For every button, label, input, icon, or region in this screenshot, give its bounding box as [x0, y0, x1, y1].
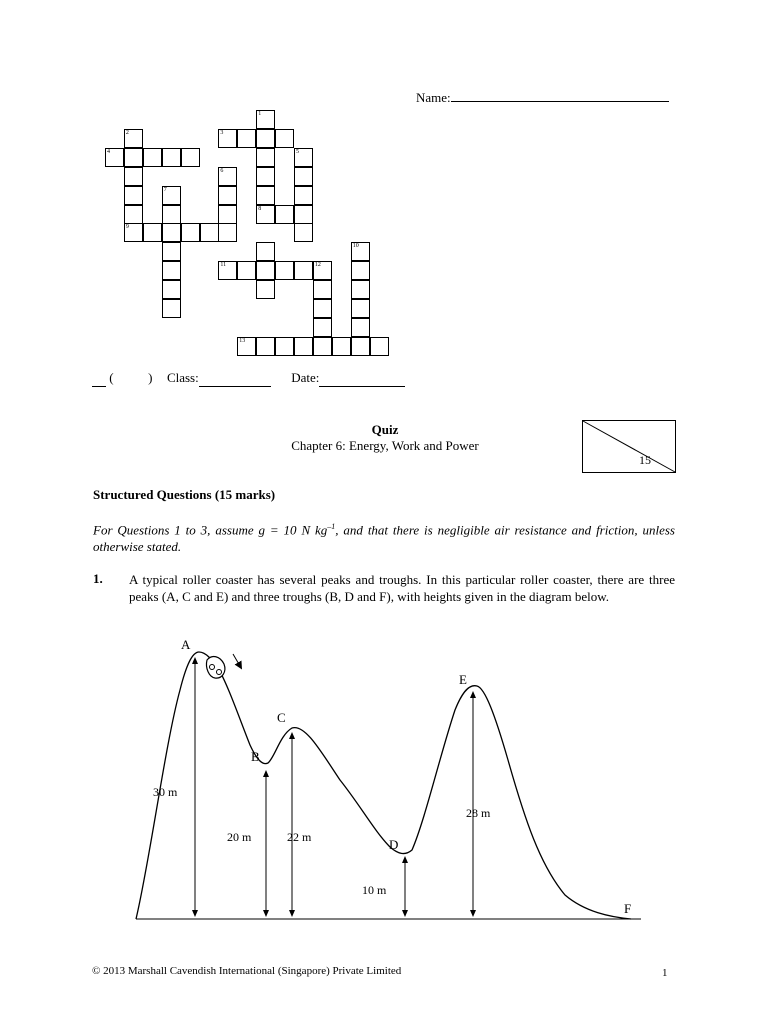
date-label: Date:	[291, 370, 320, 385]
height-arrows	[192, 657, 476, 917]
point-label-b: B	[251, 749, 260, 764]
section-heading: Structured Questions (15 marks)	[93, 487, 276, 502]
roller-coaster-track	[136, 652, 631, 919]
crossword-clue-number: 8	[258, 205, 262, 212]
instructions-superscript: –1	[327, 522, 336, 531]
point-label-e: E	[459, 672, 467, 687]
point-label-c: C	[277, 710, 286, 725]
point-label-a: A	[181, 637, 191, 652]
copyright-footer: © 2013 Marshall Cavendish International (Singapore) Private Limited	[92, 965, 402, 977]
height-arrow-e	[470, 691, 476, 917]
quiz-title: Quiz	[371, 422, 399, 437]
crossword-clue-number: 4	[107, 148, 110, 155]
point-label-f: F	[624, 901, 632, 916]
crossword-clue-number: 2	[125, 129, 129, 136]
height-arrow-a	[192, 657, 198, 917]
paren-open: (	[109, 370, 114, 385]
crossword-clue-number: 12	[314, 262, 321, 269]
quiz-chapter-subtitle: Chapter 6: Energy, Work and Power	[291, 438, 479, 453]
crossword-clue-number: 5	[296, 148, 299, 155]
roller-coaster-cart	[206, 657, 224, 679]
height-arrow-d	[402, 856, 408, 917]
crossword-clue-number: 11	[220, 262, 227, 269]
instructions-end: , and that there is negligible air resistance and friction, unless otherwise stated.	[93, 522, 675, 555]
name-label: Name:	[416, 90, 451, 105]
page-number: 1	[662, 967, 668, 979]
class-label: Class:	[166, 370, 199, 385]
height-arrow-b	[263, 770, 269, 917]
direction-arrow	[233, 654, 240, 666]
height-label-a: 30 m	[153, 785, 178, 799]
crossword-clue-number: 3	[220, 129, 224, 136]
question-number: 1.	[93, 571, 103, 586]
instructions-start: For Questions 1 to 3, assume g = 10 N kg	[93, 522, 328, 538]
height-arrow-c	[289, 732, 295, 917]
crossword-clue-number: 7	[163, 186, 167, 193]
paren-close: )	[148, 370, 153, 385]
crossword-clue-number: 13	[239, 337, 246, 344]
crossword-clue-number: 10	[352, 243, 359, 250]
height-label-c: 22 m	[287, 830, 312, 844]
point-label-d: D	[389, 837, 399, 852]
height-label-d: 10 m	[362, 883, 387, 897]
total-marks: 15	[639, 453, 651, 467]
crossword-clue-number: 1	[258, 111, 262, 117]
height-label-e: 28 m	[466, 806, 491, 820]
crossword-clue-number: 9	[125, 224, 129, 231]
height-label-b: 20 m	[227, 830, 252, 844]
question-text: A typical roller coaster has several peaks and troughs. In this particular roller coaster, there are three peaks (A, C and E) and three troughs (B, D and F), with heights given in the diagram below.	[129, 572, 675, 604]
crossword-clue-number: 6	[220, 167, 224, 174]
